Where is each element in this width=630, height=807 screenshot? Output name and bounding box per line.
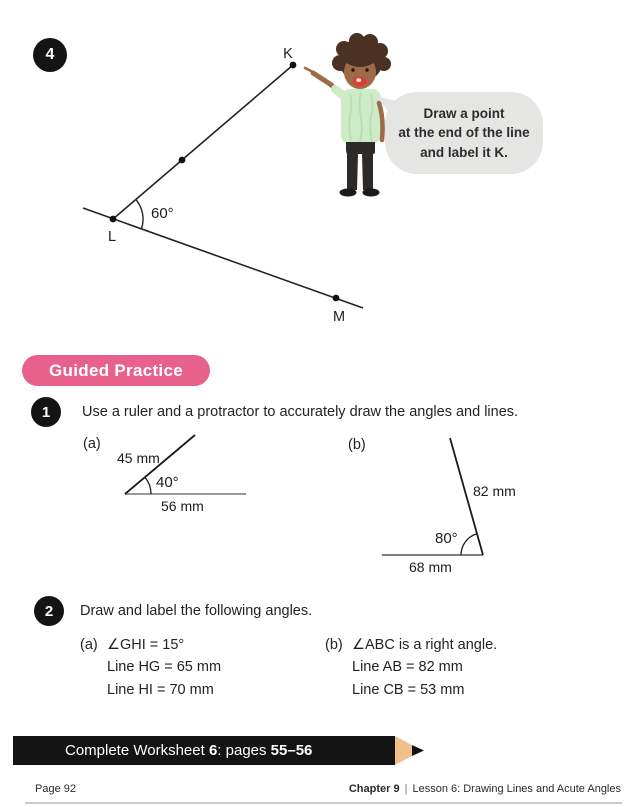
point-m-dot (333, 295, 340, 302)
speech-bubble (385, 92, 543, 174)
question-4-angle-figure (0, 0, 630, 340)
line-spec: Line AB = 82 mm (352, 659, 463, 676)
speech-bubble-text-line: and label it K. (420, 144, 508, 160)
ray-lm (83, 208, 363, 308)
character-shoe (340, 189, 357, 197)
diagram-b-side-length: 82 mm (473, 483, 516, 499)
lesson-label: Lesson 6: Drawing Lines and Acute Angles (412, 783, 621, 795)
line-spec: Line HI = 70 mm (107, 681, 214, 698)
point-label-k: K (283, 46, 293, 62)
speech-bubble-text-line: at the end of the line (398, 125, 530, 141)
angle-spec: ∠GHI = 15° (107, 637, 185, 653)
angle-value-label: 60° (151, 205, 174, 222)
line-spec: Line CB = 53 mm (352, 681, 465, 698)
line-spec: Line HG = 65 mm (107, 659, 222, 676)
diagram-b-base-length: 68 mm (409, 559, 452, 575)
worksheet-number: 6 (208, 742, 218, 759)
chapter-lesson-reference (349, 783, 621, 795)
point-k-dot (290, 62, 297, 69)
question-4-number-badge: 4 (33, 38, 67, 72)
character-fringe (343, 45, 378, 67)
speech-bubble-text-line: Draw a point (423, 106, 505, 122)
angle-spec: ∠ABC is a right angle. (352, 637, 498, 653)
guided-practice-banner (22, 355, 210, 386)
question-2-prompt: Draw and label the following angles. (80, 603, 313, 619)
pencil-tip-icon (395, 736, 427, 765)
diagram-a-angle-value: 40° (156, 474, 179, 491)
question-2a-specs (107, 634, 221, 701)
question-1a-angle-diagram (75, 430, 325, 530)
character-pointing-finger (305, 68, 313, 72)
question-1b-angle-diagram (340, 430, 590, 580)
question-1-number-badge: 1 (31, 397, 61, 427)
question-2-number-badge: 2 (34, 596, 64, 626)
next-page-edge-divider (25, 802, 622, 804)
character-shoe (363, 189, 380, 197)
midpoint-dot (179, 157, 186, 164)
page-number: Page 92 (35, 783, 76, 795)
question-1a-label: (a) (83, 436, 101, 452)
question-1-prompt: Use a ruler and a protractor to accurately draw the angles and lines. (82, 404, 519, 420)
question-2b-label: (b) (325, 637, 343, 653)
point-label-l: L (107, 229, 117, 245)
diagram-a-angle-arc (145, 477, 151, 494)
diagram-a-base-length: 56 mm (161, 498, 204, 514)
angle-arc (136, 200, 143, 230)
ray-lk (113, 65, 293, 219)
diagram-a-side-length: 45 mm (117, 450, 160, 466)
point-l-dot (110, 216, 117, 223)
point-label-m: M (332, 309, 346, 325)
question-2a-label: (a) (80, 637, 98, 653)
worksheet-banner (13, 736, 395, 765)
worksheet-banner-text: Complete Worksheet (65, 742, 209, 759)
worksheet-banner-text: : pages (217, 742, 271, 759)
question-1b-label: (b) (348, 437, 366, 453)
character-hair-puff (377, 57, 391, 71)
worksheet-pages: 55–56 (270, 742, 313, 759)
guided-practice-title: Guided Practice (49, 360, 183, 380)
chapter-label: Chapter 9 (348, 783, 400, 795)
character-pants (346, 142, 375, 190)
character-eye (351, 68, 354, 71)
question-2b-specs (352, 634, 497, 701)
character-eye (365, 68, 368, 71)
footer-separator: | (404, 783, 408, 795)
character-tooth (357, 79, 361, 82)
diagram-b-angle-arc (461, 534, 477, 555)
diagram-b-angle-value: 80° (435, 530, 458, 547)
